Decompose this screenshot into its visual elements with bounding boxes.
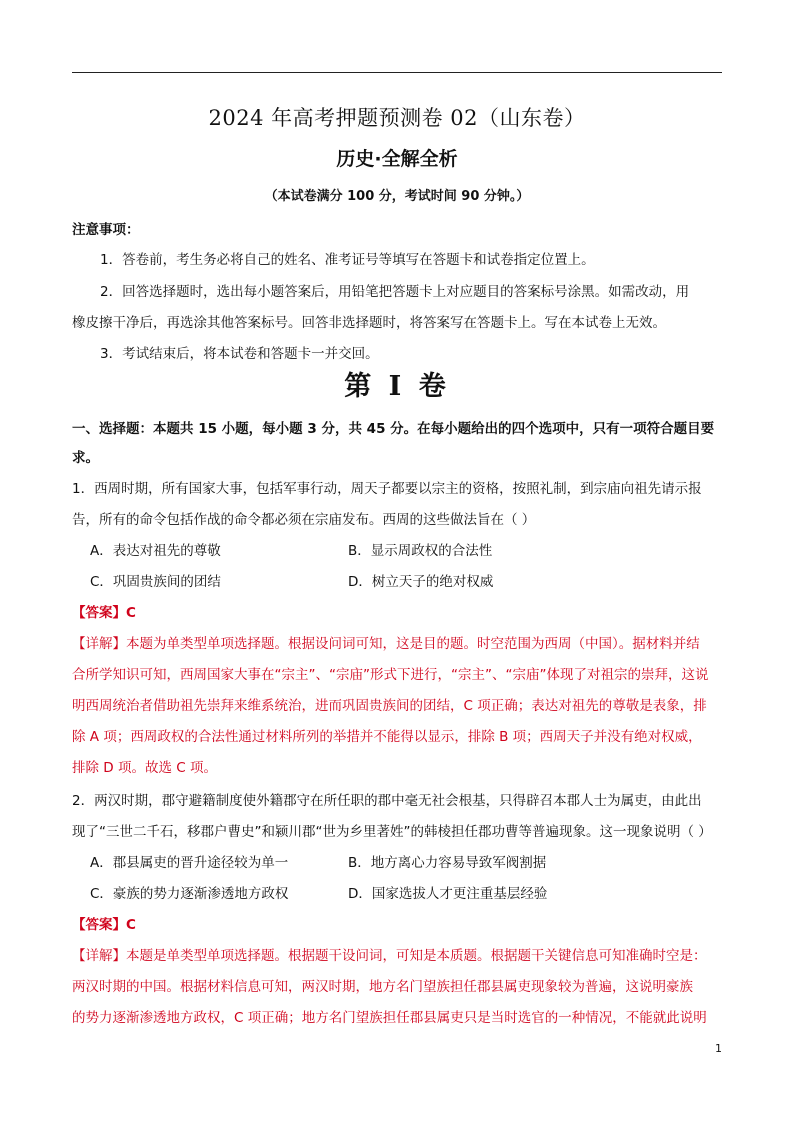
q1-option-b: B．显示周政权的合法性: [348, 543, 493, 559]
q1-stem-line-1: 1．西周时期，所有国家大事，包括军事行动，周天子都要以宗主的资格，按照礼制，到宗庙向祖先请示报: [72, 481, 702, 497]
exam-subtitle: 历史·全解全析: [336, 148, 458, 170]
q1-stem-line-2: 告，所有的命令包括作战的命令都必须在宗庙发布。西周的这些做法旨在（ ）: [72, 512, 536, 528]
exam-title: 2024 年高考押题预测卷 02（山东卷）: [208, 106, 586, 130]
q1-detail-line-3: 明西周统治者借助祖先崇拜来维系统治，进而巩固贵族间的团结，C 项正确；表达对祖先的尊敬是表象，排: [72, 698, 707, 714]
q2-detail-line-2: 两汉时期的中国。根据材料信息可知，两汉时期，地方名门望族担任郡县属吏现象较为普遍，这说明豪族: [72, 979, 693, 995]
q1-detail-line-2: 合所学知识可知，西周国家大事在“宗主”、“宗庙”形式下进行，“宗主”、“宗庙”体现了对祖宗的崇拜，这说: [72, 667, 709, 683]
notice-item-2-line-1: 2．回答选择题时，选出每小题答案后，用铅笔把答题卡上对应题目的答案标号涂黑。如需改动，用: [100, 284, 690, 300]
score-note: （本试卷满分 100 分，考试时间 90 分钟。）: [264, 189, 530, 204]
notice-item-1: 1．答卷前，考生务必将自己的姓名、准考证号等填写在答题卡和试卷指定位置上。: [100, 252, 595, 268]
q1-option-a: A．表达对祖先的尊敬: [90, 543, 221, 559]
q1-option-d: D．树立天子的绝对权威: [348, 574, 494, 590]
q1-detail-line-1: 【详解】本题为单类型单项选择题。根据设问词可知，这是目的题。时空范围为西周（中国）。据材料并结: [72, 636, 700, 652]
q2-option-c: C．豪族的势力逐渐渗透地方政权: [90, 886, 289, 902]
q1-answer: 【答案】C: [72, 605, 136, 621]
notice-item-2-line-2: 橡皮擦干净后，再选涂其他答案标号。回答非选择题时，将答案写在答题卡上。写在本试卷上无效。: [72, 315, 666, 331]
q1-detail-line-5: 排除 D 项。故选 C 项。: [72, 760, 217, 776]
notice-item-3: 3．考试结束后，将本试卷和答题卡一并交回。: [100, 346, 379, 362]
q2-answer: 【答案】C: [72, 917, 136, 933]
q2-detail-line-3: 的势力逐渐渗透地方政权，C 项正确；地方名门望族担任郡县属吏只是当时选官的一种情况，不能就此说明: [72, 1010, 707, 1026]
section-intro-line-2: 求。: [72, 450, 99, 466]
q2-stem-line-2: 现了“三世二千石，移郡户曹史”和颍川郡“世为乡里著姓”的韩棱担任郡功曹等普遍现象。这一现象说明（ ）: [72, 824, 712, 840]
notice-heading: 注意事项：: [72, 222, 140, 238]
q2-option-b: B．地方离心力容易导致军阀割据: [348, 855, 547, 871]
q1-option-c: C．巩固贵族间的团结: [90, 574, 221, 590]
page-number: 1: [715, 1042, 722, 1055]
q1-detail-line-4: 除 A 项；西周政权的合法性通过材料所列的举措并不能得以显示，排除 B 项；西周天子并没有绝对权威，: [72, 729, 702, 745]
q2-detail-line-1: 【详解】本题是单类型单项选择题。根据题干设问词，可知是本质题。根据题干关键信息可知准确时空是：: [72, 948, 707, 964]
q2-option-d: D．国家选拔人才更注重基层经验: [348, 886, 548, 902]
section-intro-line-1: 一、选择题：本题共 15 小题，每小题 3 分，共 45 分。在每小题给出的四个选项中，只有一项符合题目要: [72, 421, 715, 437]
q2-stem-line-1: 2．两汉时期，郡守避籍制度使外籍郡守在所任职的郡中毫无社会根基，只得辟召本郡人士为属吏，由此出: [72, 793, 702, 809]
section-title: 第 I 卷: [344, 371, 450, 402]
q2-option-a: A．郡县属吏的晋升途径较为单一: [90, 855, 289, 871]
header-rule: [72, 72, 722, 73]
